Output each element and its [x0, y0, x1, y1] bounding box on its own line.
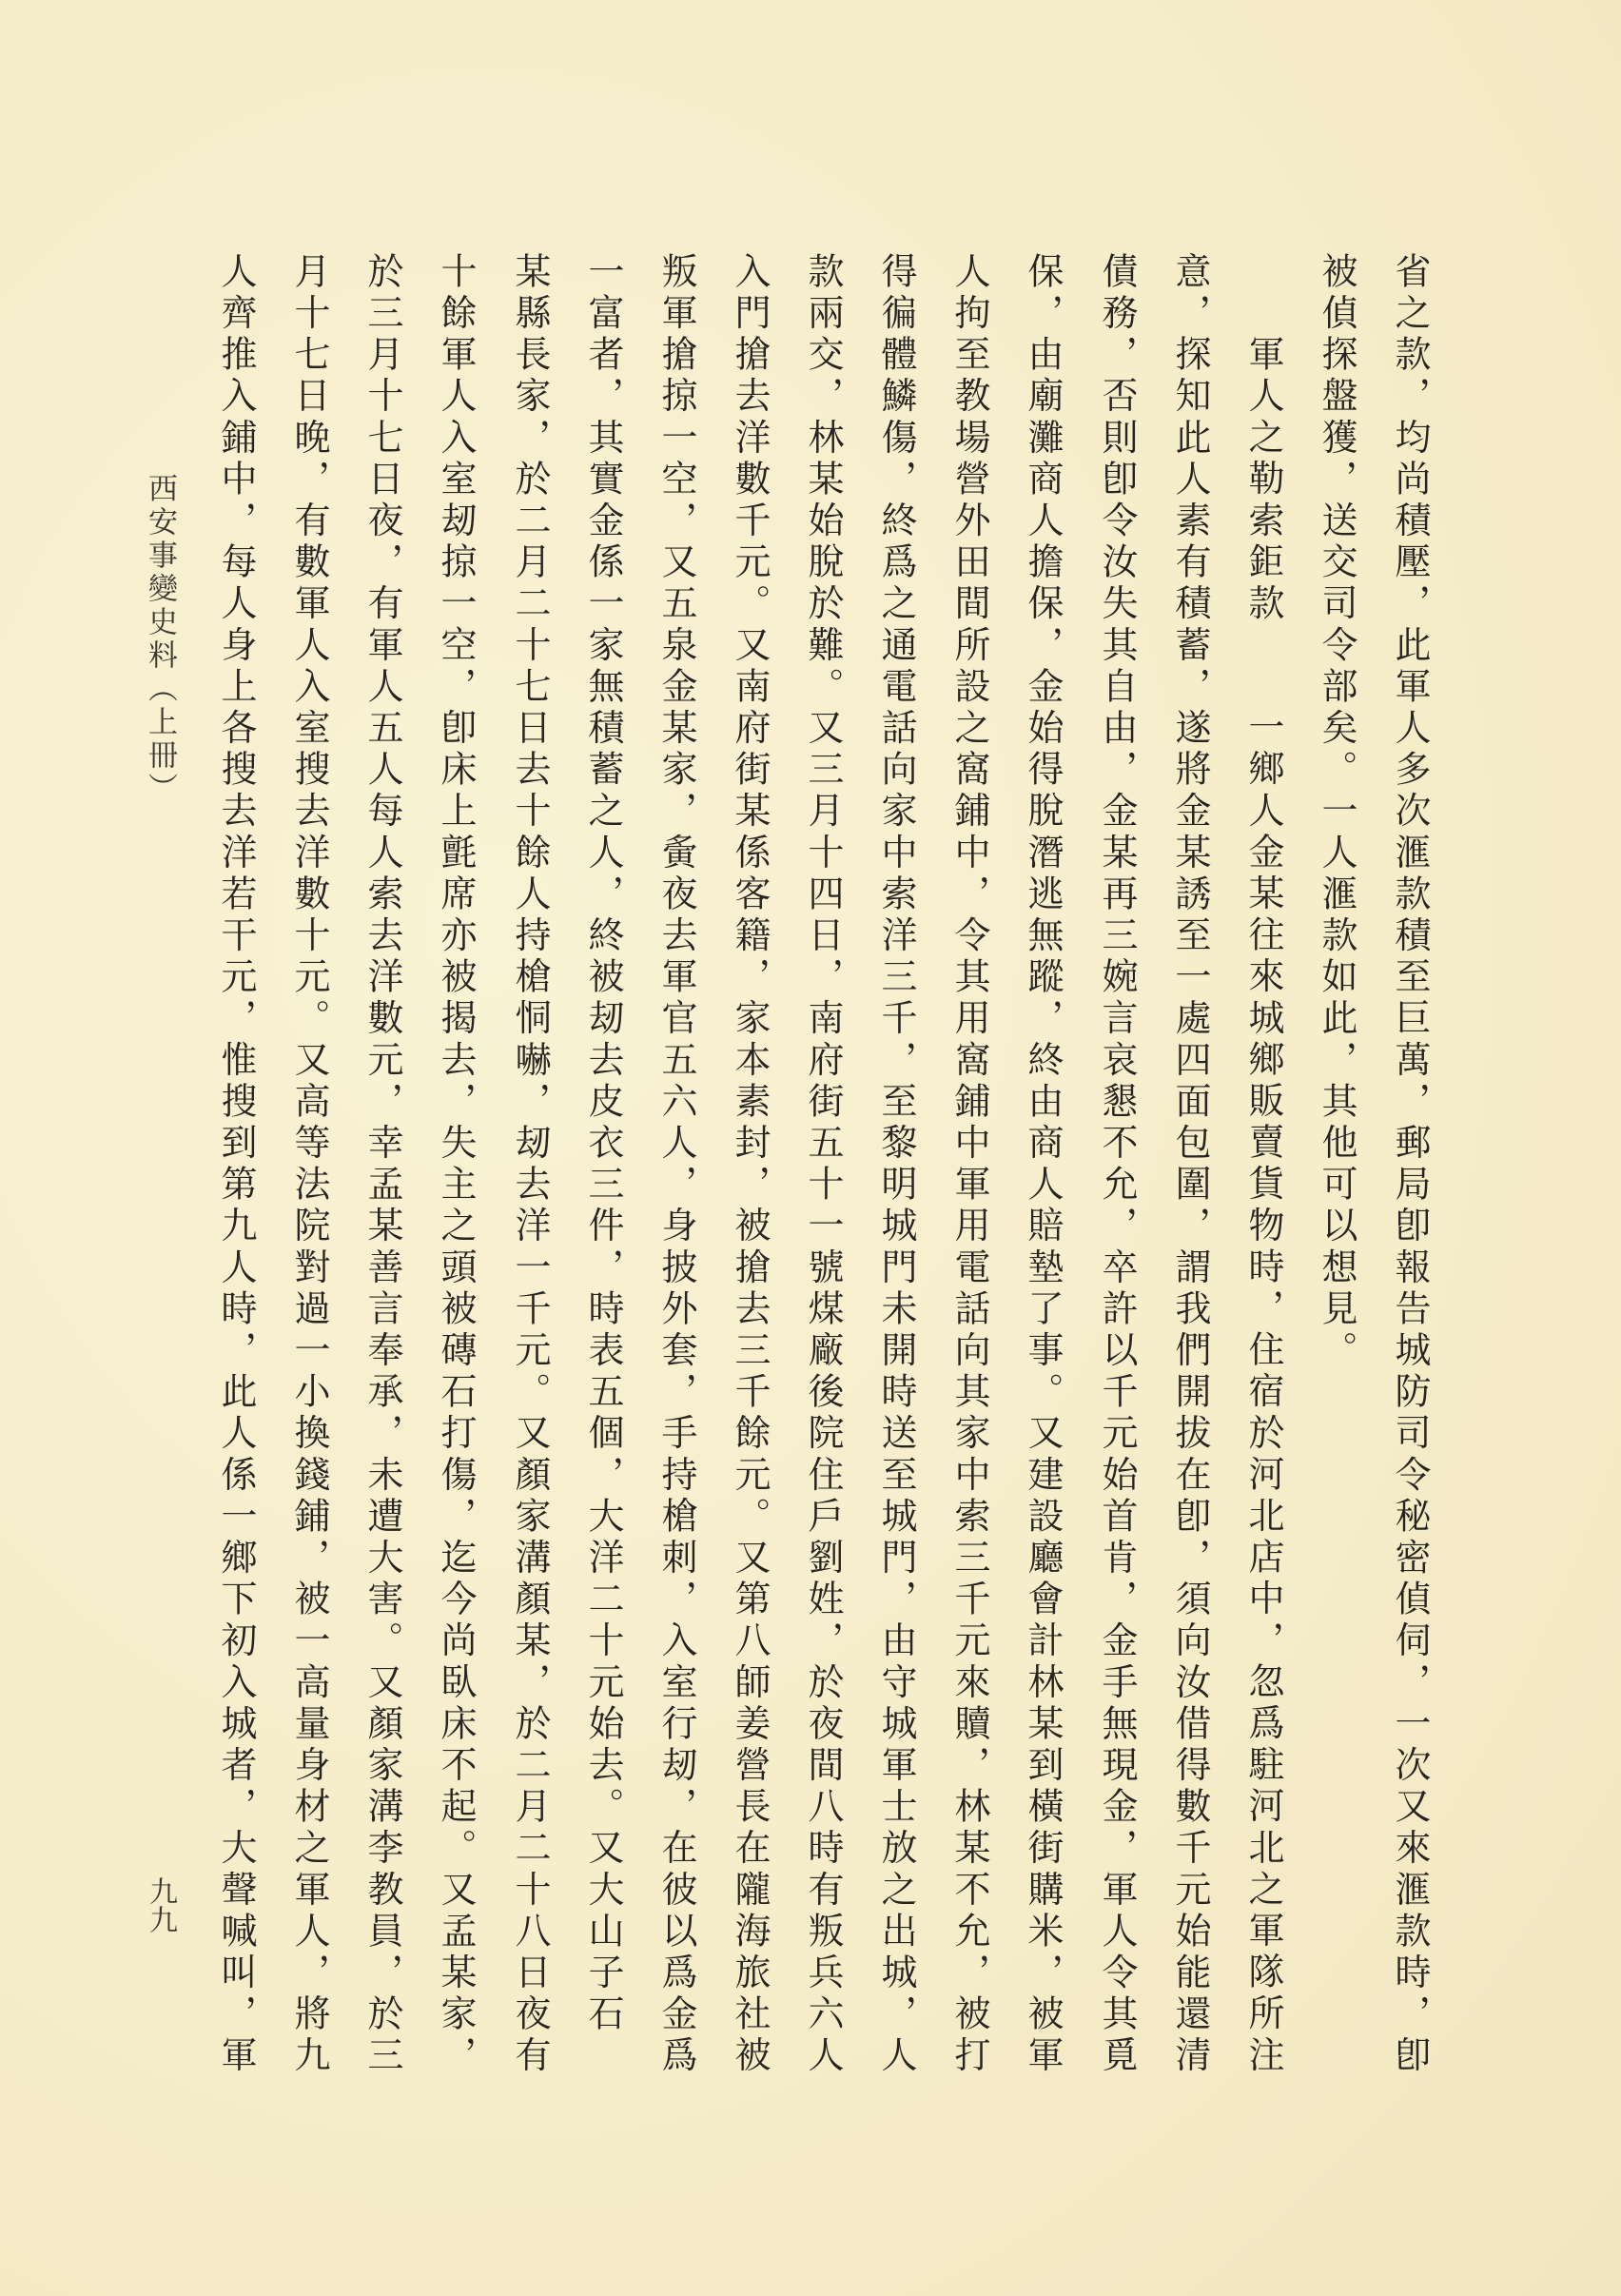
text-column-7: 人拘至教場營外田間所設之窩鋪中，令其用窩鋪中軍用電話向其家中索三千元來贖，林某不允，被打	[948, 252, 990, 2078]
text-column-16: 月十七日晚，有數軍人入室搜去洋數十元。又高等法院對過一小換錢鋪，被一高量身材之軍人，將九	[288, 252, 330, 2078]
text-column-14: 十餘軍人入室刼掠一空，卽床上氈席亦被揭去，失主之頭被磚石打傷，迄今尚臥床不起。又孟某家，	[435, 252, 477, 2078]
text-column-15: 於三月十七日夜，有軍人五人每人索去洋數元，幸孟某善言奉承，未遭大害。又顏家溝李教員，於三	[361, 252, 403, 2078]
text-column-4: 意，探知此人素有積蓄，遂將金某誘至一處四面包圍，謂我們開拔在卽，須向汝借得數千元始能還清	[1169, 252, 1211, 2078]
text-column-12: 一富者，其實金係一家無積蓄之人，終被刼去皮衣三件，時表五個，大洋二十元始去。又大山子石	[582, 252, 624, 2036]
text-column-17: 人齊推入鋪中，每人身上各搜去洋若干元，惟搜到第九人時，此人係一鄉下初入城者，大聲喊叫，軍	[215, 252, 257, 2078]
text-column-8: 得徧體鱗傷，終爲之通電話向家中索洋三千，至黎明城門未開時送至城門，由守城軍士放之出城，人	[875, 252, 917, 2078]
text-column-10: 入門搶去洋數千元。又南府街某係客籍，家本素封，被搶去三千餘元。又第八師姜營長在隴海旅社被	[729, 252, 771, 2078]
text-column-9: 款兩交，林某始脫於難。又三月十四日，南府街五十一號煤廠後院住戶劉姓，於夜間八時有叛兵六人	[802, 252, 844, 2078]
text-column-13: 某縣長家，於二月二十七日去十餘人持槍恫嚇，刼去洋一千元。又顏家溝顏某，於二月二十八日夜有	[509, 252, 551, 2078]
text-column-1: 省之款，均尚積壓，此軍人多次滙款積至巨萬，郵局卽報告城防司令秘密偵伺，一次又來滙款時，卽	[1389, 252, 1431, 2078]
text-column-6: 保，由廟灘商人擔保，金始得脫潛逃無蹤，終由商人賠墊了事。又建設廳會計林某到橫街購米，被軍	[1022, 252, 1064, 2078]
text-column-2: 被偵探盤獲，送交司令部矣。一人滙款如此，其他可以想見。	[1316, 252, 1357, 1373]
book-title-footer: 西安事變史料（上冊）	[143, 473, 177, 806]
page-number: 九九	[144, 1876, 177, 1933]
text-column-3	[1235, 252, 1292, 2089]
text-column-5: 債務，否則卽令汝失其自由，金某再三婉言哀懇不允，卒許以千元始首肯，金手無現金，軍人令其覓	[1096, 252, 1138, 2078]
text-column-11: 叛軍搶掠一空，又五泉金某家，夤夜去軍官五六人，身披外套，手持槍刺，入室行刼，在彼以爲金爲	[655, 252, 697, 2078]
section-heading: 軍人之勒索鉅款	[1242, 335, 1284, 626]
section-text: 一鄉人金某往來城鄉販賣貨物時，住宿於河北店中，忽爲駐河北之軍隊所注	[1242, 708, 1284, 2078]
